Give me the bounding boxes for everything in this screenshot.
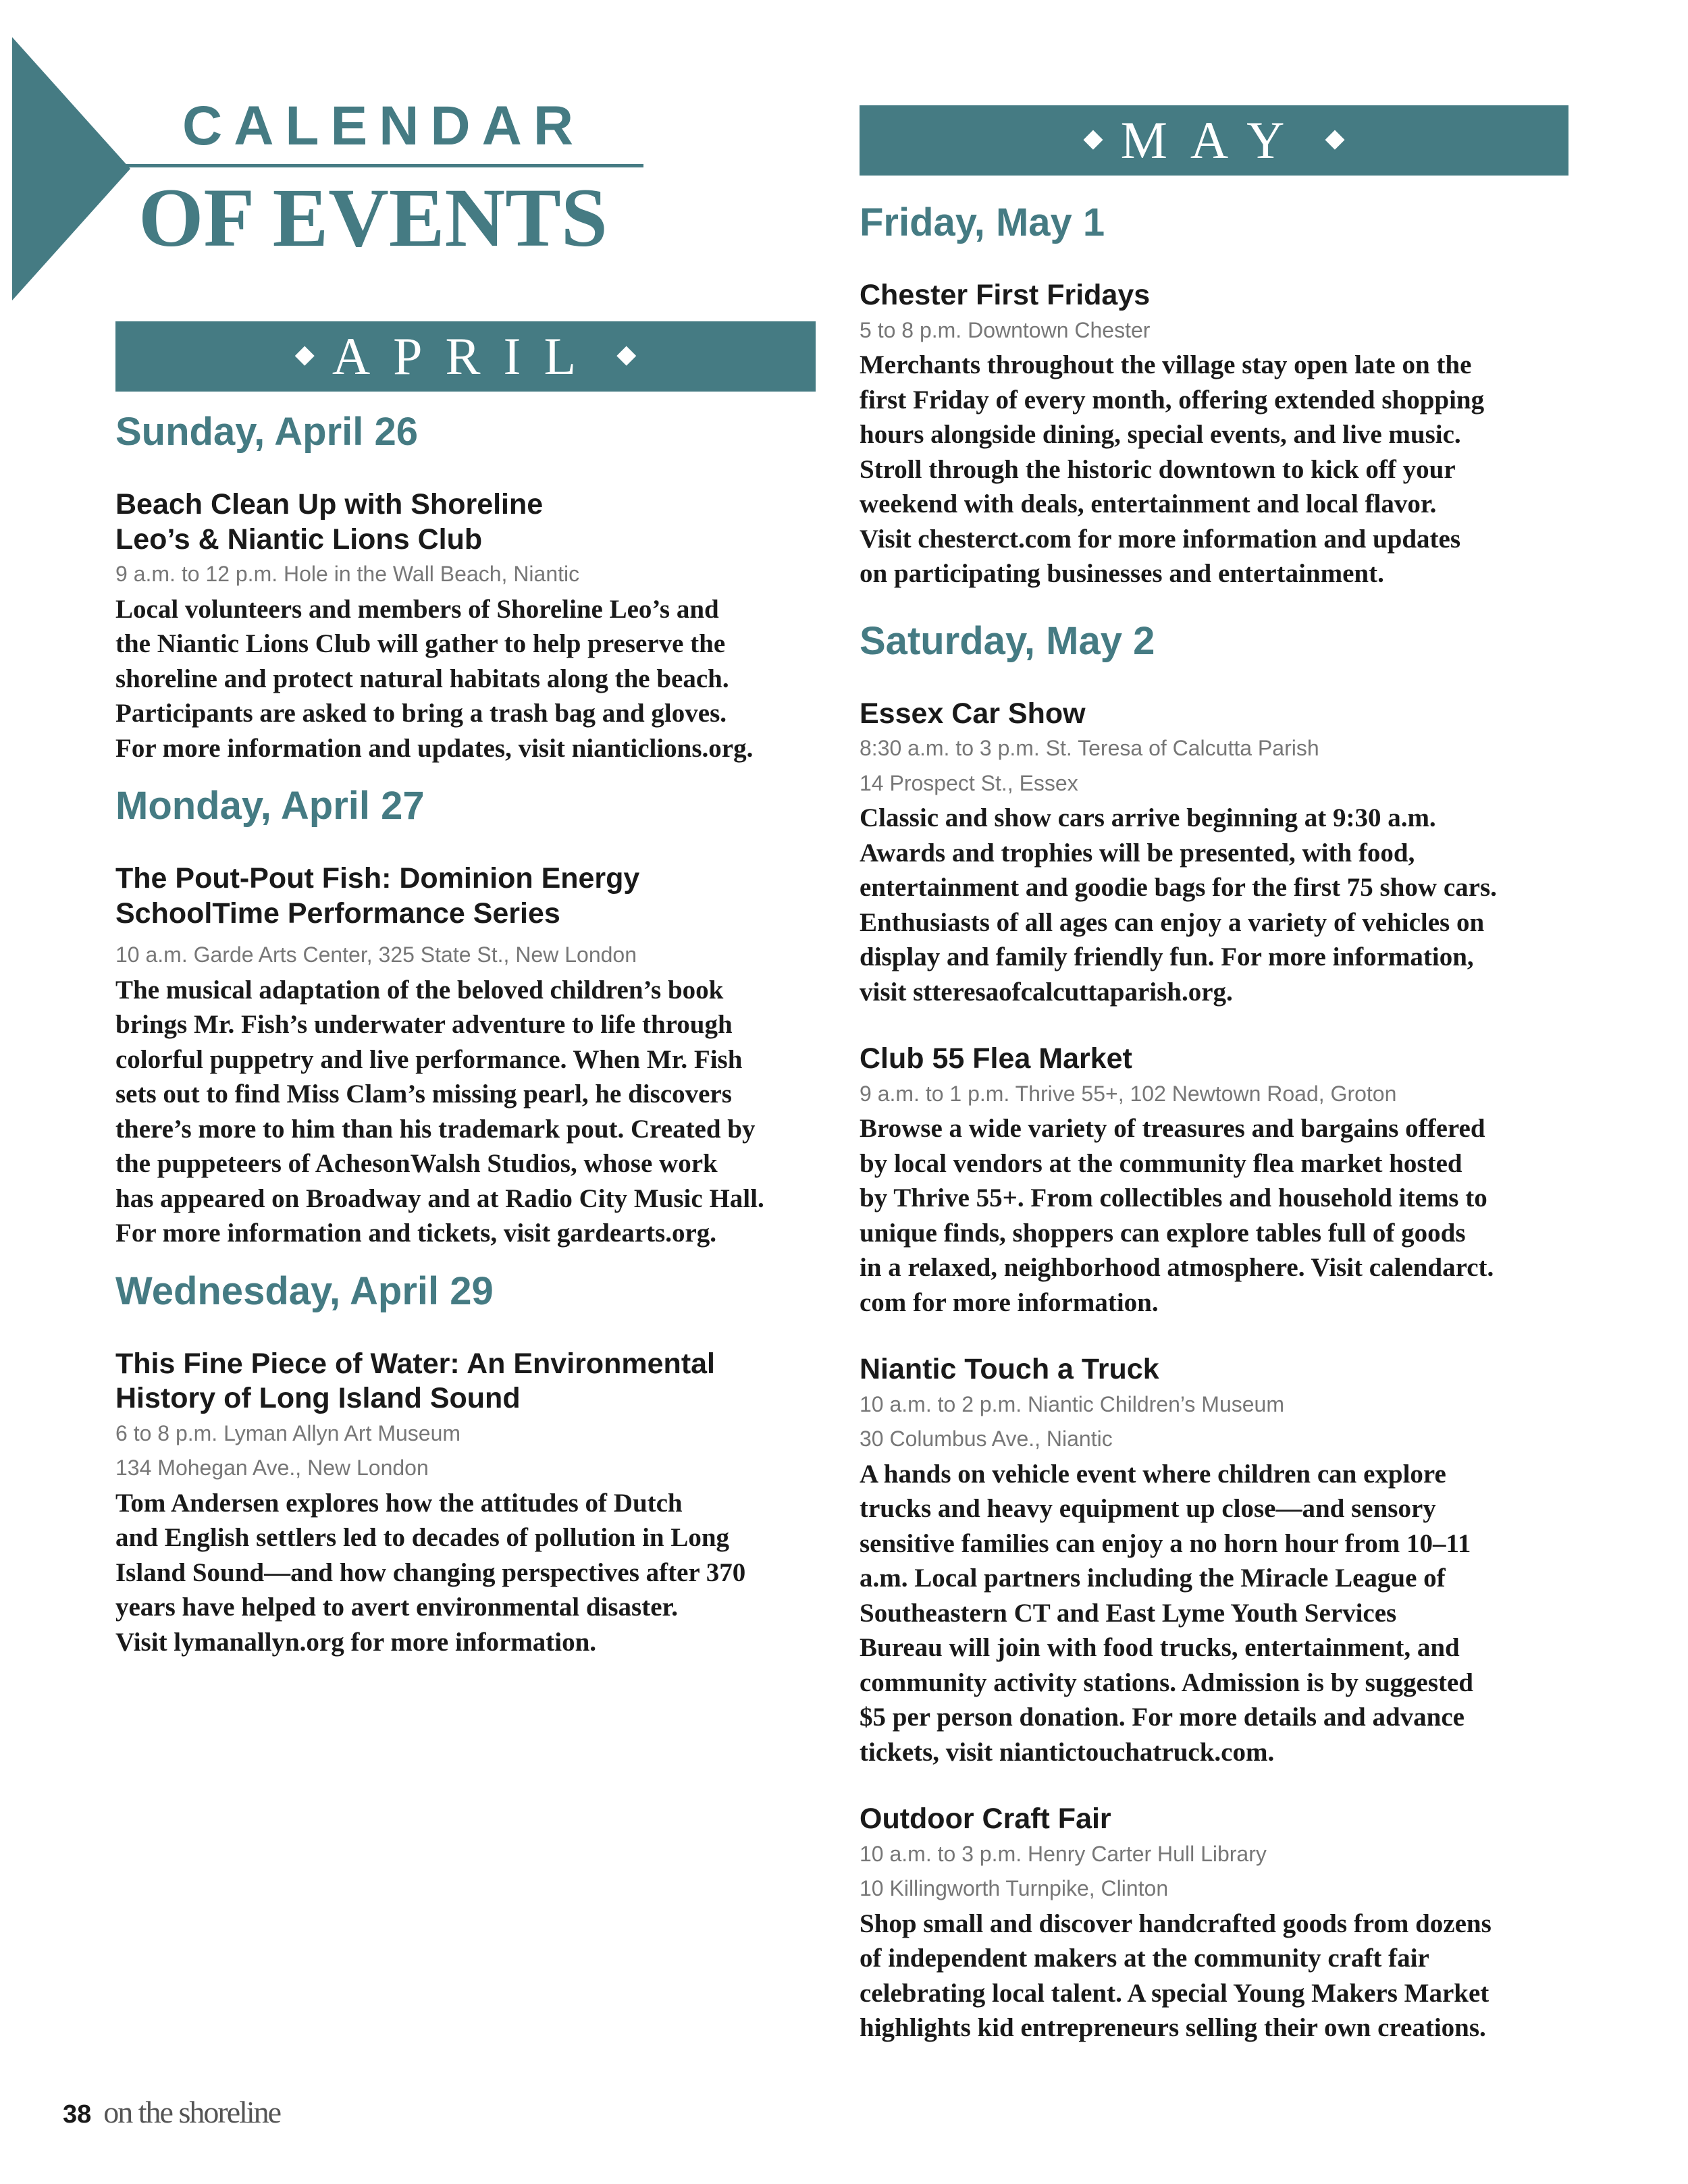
day-heading: Sunday, April 26: [115, 410, 418, 454]
publication-name: on the shoreline: [103, 2095, 281, 2129]
event-meta: 5 to 8 p.m. Downtown Chester: [860, 317, 1151, 342]
event-meta: 10 Killingworth Turnpike, Clinton: [860, 1876, 1169, 1900]
calendar-heading: CALENDAR: [182, 95, 585, 157]
event-meta: 10 a.m. to 2 p.m. Niantic Children’s Museum: [860, 1391, 1284, 1416]
event-title: Niantic Touch a Truck: [860, 1353, 1159, 1385]
day-heading: Saturday, May 2: [860, 618, 1155, 663]
diamond-icon: ◆: [616, 340, 637, 369]
event-title-text: The Pout-Pout Fish: Dominion Energy SchoolTime Performance Series: [115, 862, 640, 930]
event-meta: 30 Columbus Ave., Niantic: [860, 1427, 1113, 1451]
event-meta: 6 to 8 p.m. Lyman Allyn Art Museum: [115, 1420, 461, 1445]
event-title: [115, 487, 824, 557]
events-heading: OF EVENTS: [138, 171, 608, 264]
day-heading: Friday, May 1: [860, 201, 1105, 244]
april-banner: [115, 321, 816, 392]
page-footer: [63, 2094, 280, 2130]
day-heading: Monday, April 27: [115, 784, 425, 828]
event-meta: 10 a.m. Garde Arts Center, 325 State St., New London: [115, 942, 637, 967]
event-title: Essex Car Show: [860, 697, 1086, 730]
diamond-icon: ◆: [294, 340, 315, 369]
may-banner: [860, 105, 1568, 176]
day-heading: Wednesday, April 29: [115, 1269, 494, 1313]
event-description: The musical adaptation of the beloved children’s book brings Mr. Fish’s underwater adventure to life through colorful puppetry and live performance. When Mr. Fish sets out to find Miss Clam’s missing pearl, he discovers there’s more to him than his trademark pout. Created by the puppeteers of AchesonWalsh Studios, whose work has appeared on Broadway and at Radio City Music Hall. For more information and tickets, visit gardearts.org.: [115, 975, 764, 1248]
event-description: Merchants throughout the village stay open late on the first Friday of every month, offering extended shopping hours alongside dining, special events, and live music. Stroll through the historic downtown to kick off your weekend with deals, entertainment and local flavor. Visit chesterct.com for more information and updates on participating businesses and entertainment.: [860, 350, 1485, 588]
page-number: 38: [63, 2100, 92, 2129]
diamond-icon: ◆: [1325, 124, 1345, 153]
diamond-icon: ◆: [1083, 124, 1103, 153]
event-description: Classic and show cars arrive beginning at 9:30 a.m. Awards and trophies will be presented, with food, entertainment and goodie bags for the first 75 show cars. Enthusiasts of all ages can enjoy a variety of vehicles on display and family friendly fun. For more information, visit stteresaofcalcuttaparish.org.: [860, 803, 1497, 1007]
may-banner-label: MAY: [1120, 111, 1308, 169]
event-meta: 9 a.m. to 12 p.m. Hole in the Wall Beach, Niantic: [115, 562, 580, 586]
event-description: A hands on vehicle event where children can explore trucks and heavy equipment up close—and sensory sensitive families can enjoy a no horn hour from 10–11 a.m. Local partners including the Miracle League of Southeastern CT and East Lyme Youth Services Bureau will join with food trucks, entertainment, and community activity stations. Admission is by suggested $5 per person donation. For more details and advance tickets, visit niantictouchatruck.com.: [860, 1459, 1473, 1767]
event-meta: 8:30 a.m. to 3 p.m. St. Teresa of Calcutta Parish: [860, 736, 1319, 760]
event-description: Local volunteers and members of Shoreline Leo’s and the Niantic Lions Club will gather to help preserve the shoreline and protect natural habitats along the beach. Participants are asked to bring a trash bag and gloves. For more information and updates, visit nianticlions.org.: [115, 594, 754, 763]
event-title-text: Beach Clean Up with Shoreline Leo’s & Niantic Lions Club: [115, 488, 544, 556]
corner-triangle-graphic: [12, 37, 130, 300]
event-title: Chester First Fridays: [860, 279, 1151, 311]
event-title: Club 55 Flea Market: [860, 1042, 1132, 1075]
april-banner-label: APRIL: [332, 327, 600, 385]
may-column: [860, 196, 1568, 2046]
event-title-text: This Fine Piece of Water: An Environmental History of Long Island Sound: [115, 1347, 716, 1414]
event-title: Outdoor Craft Fair: [860, 1803, 1111, 1835]
event-meta: 134 Mohegan Ave., New London: [115, 1456, 429, 1480]
event-title: [115, 861, 824, 931]
event-meta: 14 Prospect St., Essex: [860, 770, 1078, 795]
event-description: Tom Andersen explores how the attitudes of Dutch and English settlers led to decades of pollution in Long Island Sound—and how changing perspectives after 370 years have helped to avert environmental disaster. Visit lymanallyn.org for more information.: [115, 1488, 746, 1657]
event-title: [115, 1347, 824, 1416]
event-description: Browse a wide variety of treasures and bargains offered by local vendors at the community flea market hosted by Thrive 55+. From collectibles and household items to unique finds, shoppers can explore tables full of goods in a relaxed, neighborhood atmosphere. Visit calendarct. com for more information.: [860, 1114, 1494, 1317]
event-meta: 10 a.m. to 3 p.m. Henry Carter Hull Library: [860, 1841, 1267, 1866]
event-description: Shop small and discover handcrafted goods from dozens of independent makers at the community craft fair celebrating local talent. A special Young Makers Market highlights kid entrepreneurs selling their own creations.: [860, 1909, 1492, 2042]
april-column: [115, 405, 824, 1659]
event-meta: 9 a.m. to 1 p.m. Thrive 55+, 102 Newtown Road, Groton: [860, 1081, 1397, 1106]
